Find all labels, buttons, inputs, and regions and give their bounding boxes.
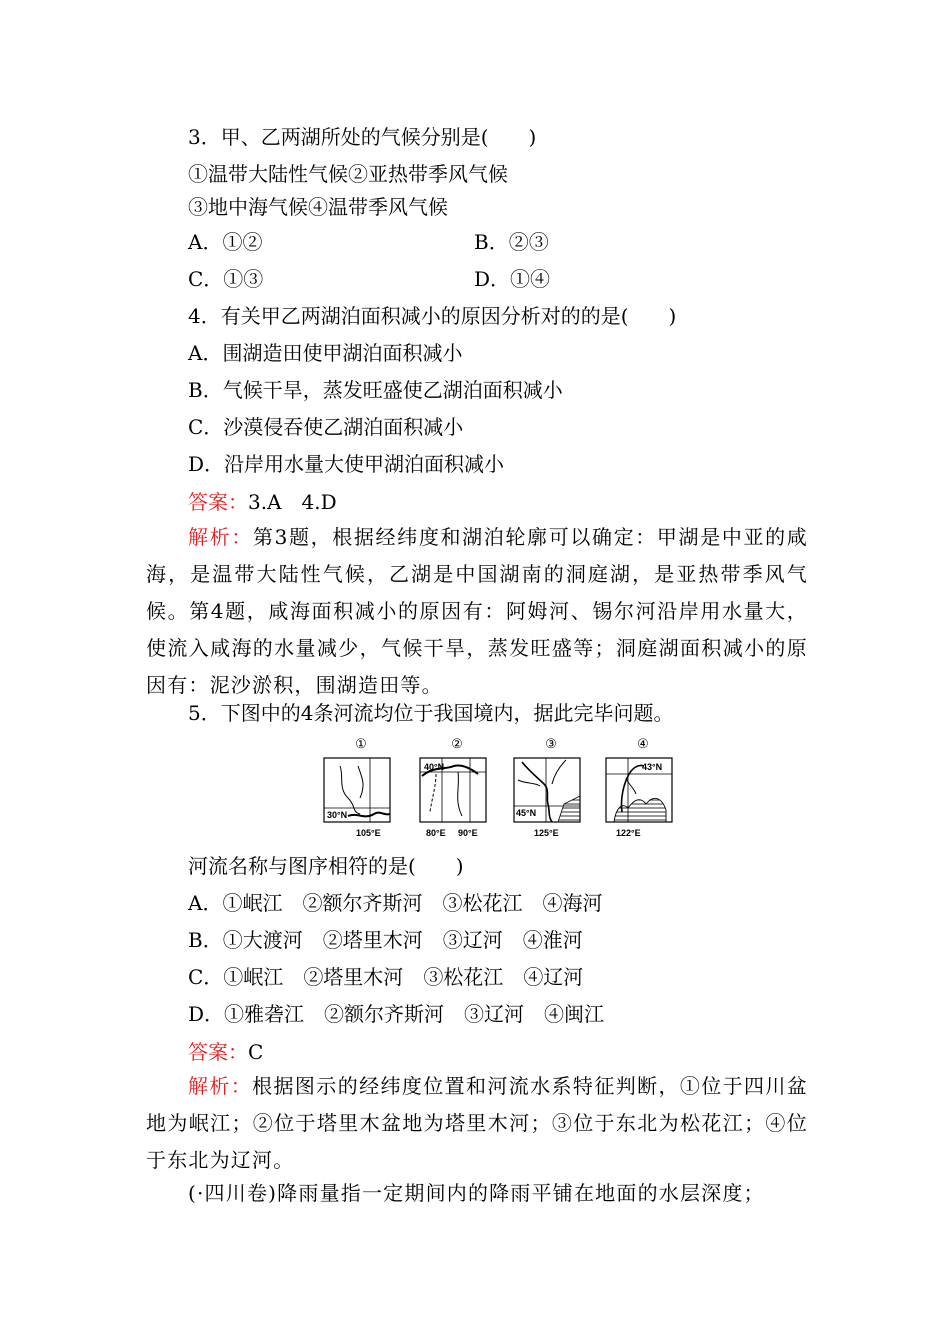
lon-label: 125°E <box>534 828 559 838</box>
q3-item-2: ③地中海气候④温带季风气候 <box>188 195 448 219</box>
q3-stem: 3．甲、乙两湖所处的气候分别是( ) <box>188 125 537 149</box>
q5-option-b <box>188 926 603 954</box>
river-map-2 <box>414 738 500 838</box>
option-part: ④海河 <box>542 891 603 915</box>
river-map-1-drawing <box>318 754 404 838</box>
q3-option-d: D．①④ <box>474 267 551 291</box>
option-part: D．①雅砻江 <box>188 1002 305 1026</box>
q4-option-d: D．沿岸用水量大使甲湖泊面积减小 <box>188 452 505 476</box>
q4-option-a: A．围湖造田使甲湖泊面积减小 <box>188 341 463 365</box>
analysis-text: 第3题，根据经纬度和湖泊轮廓可以确定：甲湖是中亚的咸海，是温带大陆性气候，乙湖是中国湖南的洞庭湖，是亚热带季风气候。第4题，咸海面积减小的原因有：阿姆河、锡尔河沿岸用水量大，使流入咸海的水量减少，气候干旱，蒸发旺盛等；洞庭湖面积减小的原因有：泥沙淤积，围湖造田等。 <box>146 525 808 697</box>
option-part: ②额尔齐斯河 <box>302 891 423 915</box>
river-maps-figure <box>318 738 678 838</box>
option-part: ②额尔齐斯河 <box>324 1002 445 1026</box>
map-number: ① <box>355 737 367 752</box>
lon-label-2: 90°E <box>458 828 478 838</box>
next-question-text: (·四川卷)降雨量指一定期间内的降雨平铺在地面的水层深度； <box>188 1181 765 1205</box>
lon-label: 105°E <box>356 828 381 838</box>
q5-stem: 5．下图中的4条河流均位于我国境内，据此完毕问题。 <box>188 701 674 725</box>
q4-stem: 4．有关甲乙两湖泊面积减小的原因分析对的的是( ) <box>188 304 677 328</box>
option-part: ③辽河 <box>464 1002 525 1026</box>
option-part: ④淮河 <box>522 928 583 952</box>
option-part: ④辽河 <box>523 965 584 989</box>
answer-value: C <box>248 1040 264 1064</box>
map-number: ③ <box>545 737 557 752</box>
lat-label: 40°N <box>424 762 445 772</box>
option-part: B．①大渡河 <box>188 928 303 952</box>
map-number: ② <box>451 737 463 752</box>
option-part: ④闽江 <box>544 1002 605 1026</box>
lat-label: 45°N <box>516 808 537 818</box>
option-part: A．①岷江 <box>188 891 283 915</box>
lat-label: 30°N <box>327 810 348 820</box>
lon-label-1: 80°E <box>426 828 446 838</box>
answer-1 <box>188 488 337 516</box>
q3-option-a: A．①② <box>188 230 263 254</box>
q5-option-a <box>188 889 622 917</box>
analysis-2 <box>146 1068 808 1179</box>
option-part: ③松花江 <box>442 891 523 915</box>
analysis-1 <box>146 519 808 704</box>
answer-label: 答案： <box>188 1040 248 1064</box>
q5-question: 河流名称与图序相符的是( ) <box>188 854 464 878</box>
river-map-3-drawing <box>508 754 594 838</box>
answer-2 <box>188 1038 263 1066</box>
river-map-3 <box>508 738 594 838</box>
q4-option-c: C．沙漠侵吞使乙湖泊面积减小 <box>188 415 464 439</box>
option-part: C．①岷江 <box>188 965 284 989</box>
answer-value: 3.A 4.D <box>248 490 337 514</box>
answer-label: 答案： <box>188 490 248 514</box>
river-map-1 <box>318 738 404 838</box>
lon-label: 122°E <box>616 828 641 838</box>
q3-option-c: C．①③ <box>188 267 264 291</box>
analysis-label: 解析： <box>188 525 253 549</box>
option-part: ③松花江 <box>423 965 504 989</box>
option-part: ②塔里木河 <box>303 965 404 989</box>
q3-option-b: B．②③ <box>474 230 549 254</box>
option-part: ③辽河 <box>442 928 503 952</box>
q5-option-d <box>188 1000 624 1028</box>
lat-label: 43°N <box>642 762 663 772</box>
q5-option-c <box>188 963 603 991</box>
q4-option-b: B．气候干旱，蒸发旺盛使乙湖泊面积减小 <box>188 378 563 402</box>
analysis-text: 根据图示的经纬度位置和河流水系特征判断，①位于四川盆地为岷江；②位于塔里木盆地为塔里木河；③位于东北为松花江；④位于东北为辽河。 <box>146 1074 808 1172</box>
map-number: ④ <box>637 737 649 752</box>
river-map-4 <box>600 738 686 838</box>
analysis-label: 解析： <box>188 1074 253 1098</box>
q3-item-1: ①温带大陆性气候②亚热带季风气候 <box>188 162 508 186</box>
option-part: ②塔里木河 <box>322 928 423 952</box>
